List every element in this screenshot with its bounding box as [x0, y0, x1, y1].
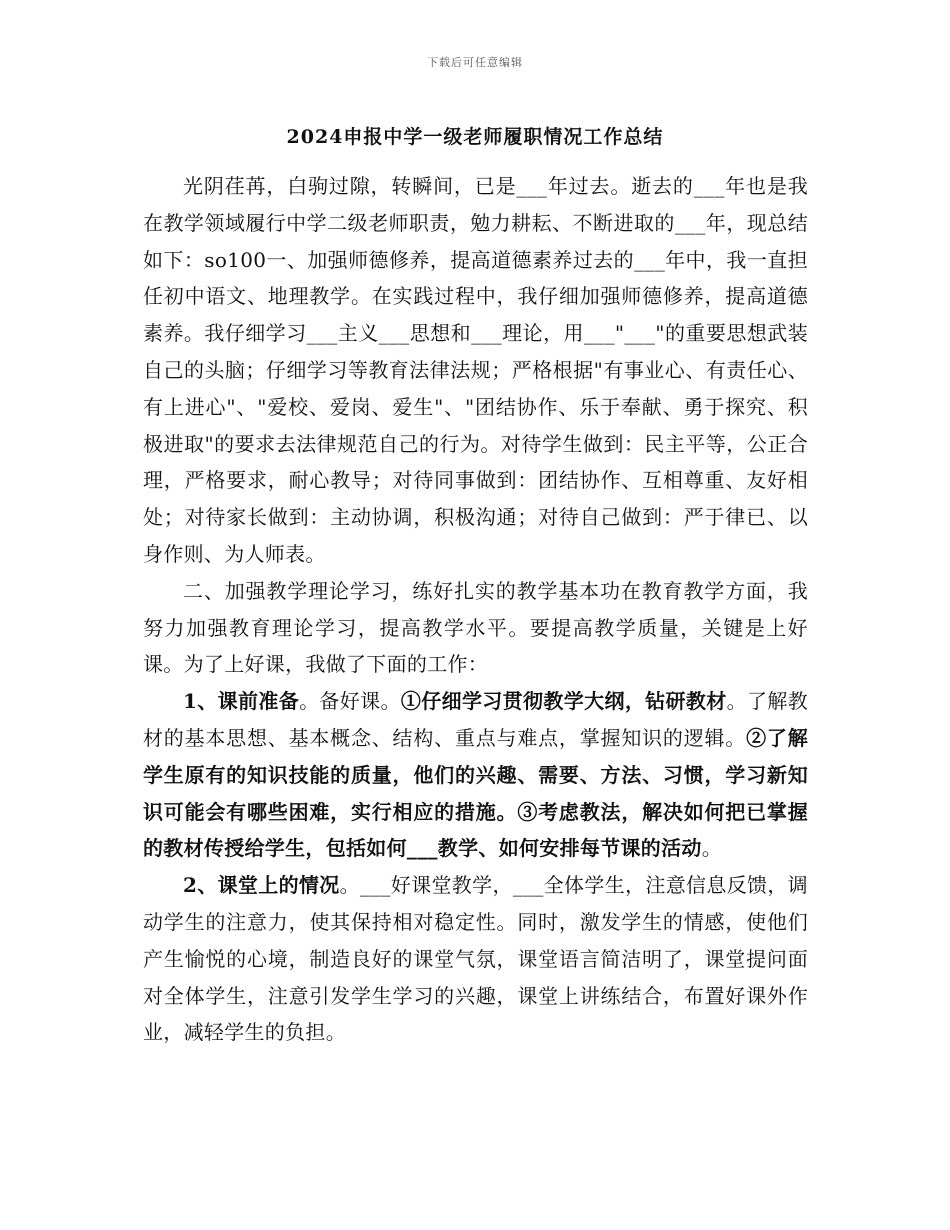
bold-segment: ②了解学生原有的知识技能的质量，他们的兴趣、需要、方法、习惯，学习新知识可能会有哪些困难，实行相应的措施。③考虑教法，解决如何把已掌握的教材传授给学生，包括如何___教学、如何安排每节课的活动: [143, 725, 809, 861]
bold-segment: ①仔细学习贯彻教学大纲，钻研教材: [400, 689, 727, 714]
paragraph-teaching-theory: 二、加强教学理论学习，练好扎实的教学基本功在教育教学方面，我努力加强教育理论学习，提高教学水平。要提高教学质量，关键是上好课。为了上好课，我做了下面的工作：: [143, 578, 808, 677]
text-segment: 。___好课堂教学，___全体学生，注意信息反馈，调动学生的注意力，使其保持相对稳定性。同时，激发学生的情感，使他们产生愉悦的心境，制造良好的课堂气氛，课堂语言简洁明了，课堂提问面对全体学生，注意引发学生学习的兴趣，课堂上讲练结合，布置好课外作业，减轻学生的负担。: [143, 873, 808, 1045]
paragraph-classroom: [143, 867, 808, 1051]
text-segment: 。: [701, 836, 723, 861]
text-segment: 。了解教材的基本思想、基本概念、结构、重点与难点，掌握知识的逻辑。: [143, 689, 809, 750]
document-body: [143, 168, 808, 1051]
text-segment: 。备好课。: [299, 689, 401, 714]
section-heading-classroom: 2、课堂上的情况: [183, 873, 340, 898]
document-title: 2024申报中学一级老师履职情况工作总结: [286, 126, 664, 148]
page-header-note: 下载后可任意编辑: [427, 56, 523, 69]
paragraph-lesson-preparation: [143, 683, 808, 867]
paragraph-intro-ethics: 光阴荏苒，白驹过隙，转瞬间，已是___年过去。逝去的___年也是我在教学领域履行中学二级老师职责，勉力耕耘、不断进取的___年，现总结如下：so100一、加强师德修养，提高道德素养过去的___年中，我一直担任初中语文、地理教学。在实践过程中，我仔细加强师德修养，提高道德素养。我仔细学习___主义___思想和___理论，用___"___"的重要思想武装自己的头脑；仔细学习等教育法律法规；严格根据"有事业心、有责任心、有上进心"、"爱校、爱岗、爱生"、"团结协作、乐于奉献、勇于探究、积极进取"的要求去法律规范自己的行为。对待学生做到：民主平等，公正合理，严格要求，耐心教导；对待同事做到：团结协作、互相尊重、友好相处；对待家长做到：主动协调，积极沟通；对待自己做到：严于律已、以身作则、为人师表。: [143, 174, 808, 566]
section-heading-preparation: 1、课前准备: [183, 689, 300, 714]
